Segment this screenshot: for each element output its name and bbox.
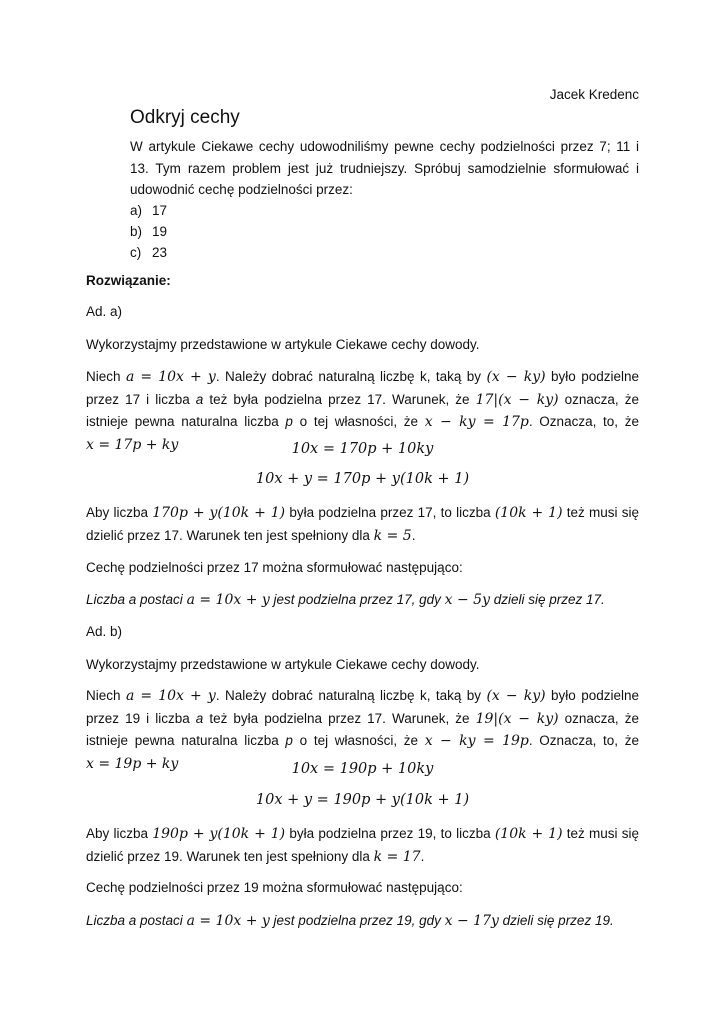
math-expression: x − 5y — [444, 592, 490, 608]
part-b-derivation-paragraph: Niech a = 10x + y. Należy dobrać naturalną liczbę k, taką by (x − ky) było podzielne przez 19 i liczba a też była podzielna przez 17. Warunek, że 19|(x − ky) oznacza, że istnieje pewna naturalna liczba p o tej własności, że x − ky = 19p. Oznacza, to, że x = 19p + ky — [86, 688, 640, 772]
math-expression: a = 10x + y — [186, 913, 270, 929]
part-b-formulation-line: Cechę podzielności przez 19 można sformułować następująco: — [86, 880, 463, 895]
part-b-heading: Ad. b) — [86, 624, 123, 639]
math-expression: a = 10x + y — [125, 688, 216, 704]
part-b-intro-line: Wykorzystajmy przedstawione w artykule Ciekawe cechy dowody. — [86, 657, 480, 672]
math-expression: 170p + y(10k + 1) — [152, 505, 286, 521]
page-title: Odkryj cechy — [130, 107, 240, 128]
math-expression: 19|(x − ky) — [475, 710, 559, 727]
option-value: 19 — [152, 224, 168, 239]
part-a-heading: Ad. a) — [86, 304, 123, 319]
part-a-equation-2: 10x + y = 170p + y(10k + 1) — [255, 471, 470, 487]
solution-heading: Rozwiązanie: — [86, 273, 171, 288]
part-a-intro-line: Wykorzystajmy przedstawione w artykule Ciekawe cechy dowody. — [86, 337, 480, 352]
option-label: b) — [130, 224, 143, 239]
intro-paragraph: W artykule Ciekawe cechy udowodniliśmy pewne cechy podzielności przez 7; 11 i 13. Tym razem problem jest już trudniejszy. Spróbuj samodzielnie sformułować i udowodnić cechę podzielności przez: — [130, 139, 639, 197]
math-expression: 17|(x − ky) — [475, 391, 559, 408]
part-a-divisibility-rule: Liczba a postaci a = 10x + y jest podzielna przez 17, gdy x − 5y dzieli się przez 17. — [86, 592, 605, 608]
part-a-equation-1: 10x = 170p + 10ky — [291, 441, 434, 457]
author-name: Jacek Kredenc — [549, 87, 639, 102]
part-b-divisibility-rule: Liczba a postaci a = 10x + y jest podzielna przez 19, gdy x − 17y dzieli się przez 19. — [86, 913, 614, 929]
part-b-equation-2: 10x + y = 190p + y(10k + 1) — [255, 792, 470, 808]
math-expression: (x − ky) — [486, 369, 546, 385]
math-expression: a = 10x + y — [125, 369, 216, 385]
math-expression: x − 17y — [444, 913, 499, 929]
list-item — [130, 242, 167, 263]
math-expression: a = 10x + y — [186, 592, 270, 608]
part-a-formulation-line: Cechę podzielności przez 17 można sformułować następująco: — [86, 560, 463, 575]
option-value: 17 — [152, 203, 168, 218]
task-options-list — [130, 200, 167, 263]
math-expression: x = 17p + ky — [86, 436, 179, 453]
math-expression: x = 19p + ky — [86, 755, 179, 772]
math-expression: x − ky = 19p — [424, 733, 529, 749]
part-a-derivation-paragraph: Niech a = 10x + y. Należy dobrać naturalną liczbę k, taką by (x − ky) było podzielne przez 17 i liczba a też była podzielna przez 17. Warunek, że 17|(x − ky) oznacza, że istnieje pewna naturalna liczba p o tej własności, że x − ky = 17p. Oznacza, to, że x = 17p + ky — [86, 369, 640, 453]
list-item — [130, 200, 167, 221]
option-label: a) — [130, 203, 143, 218]
part-a-conclusion-paragraph: Aby liczba 170p + y(10k + 1) była podzielna przez 17, to liczba (10k + 1) też musi się dzielić przez 17. Warunek ten jest spełniony dla k = 5. — [86, 505, 639, 544]
list-item — [130, 221, 167, 242]
option-label: c) — [130, 245, 142, 260]
math-expression: (10k + 1) — [494, 826, 563, 842]
math-expression: (x − ky) — [486, 688, 546, 704]
math-expression: (10k + 1) — [494, 505, 563, 521]
math-expression: 190p + y(10k + 1) — [152, 826, 286, 842]
math-expression: k = 17 — [373, 848, 421, 865]
math-expression: x − ky = 17p — [424, 414, 529, 430]
option-value: 23 — [152, 245, 168, 260]
part-b-equation-1: 10x = 190p + 10ky — [291, 761, 434, 777]
part-b-conclusion-paragraph: Aby liczba 190p + y(10k + 1) była podzielna przez 19, to liczba (10k + 1) też musi się dzielić przez 19. Warunek ten jest spełniony dla k = 17. — [86, 826, 639, 865]
math-expression: k = 5 — [373, 527, 412, 544]
